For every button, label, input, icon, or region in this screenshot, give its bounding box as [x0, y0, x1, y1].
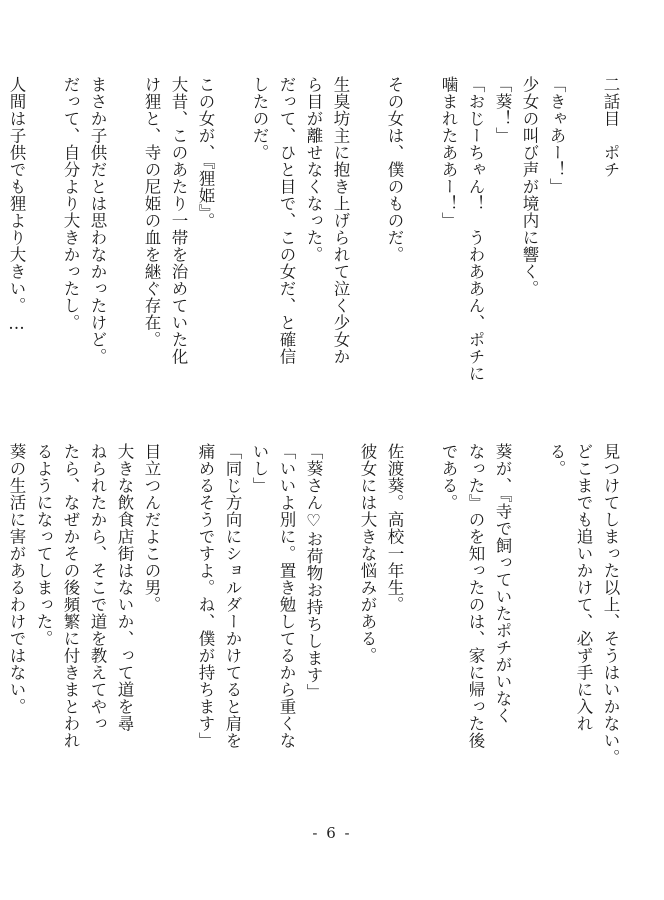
text-line: る。	[547, 443, 566, 477]
text-line: 生臭坊主に抱き上げられて泣く少女か	[331, 76, 350, 365]
text-line: ら目が離せなくなった。	[304, 76, 323, 263]
text-block-lower	[7, 443, 624, 793]
text-line: 葵が、『寺で飼っていたポチがいなく	[493, 443, 512, 724]
text-line: 二話目 ポチ	[601, 76, 620, 178]
text-line: この女が、『狸姫』。	[196, 76, 215, 230]
text-line: 葵の生活に害があるわけではない。	[7, 443, 26, 715]
text-line: したのだ。	[250, 76, 269, 161]
text-line	[30, 76, 57, 416]
text-line: 「きゃあー！」	[547, 76, 566, 195]
text-line	[219, 76, 246, 416]
text-line: 大きな飲食店街はないか、って道を尋	[115, 443, 134, 732]
text-line	[111, 76, 138, 416]
text-line: るようになってしまった。	[34, 443, 53, 647]
text-line: 「おじーちゃん！ うわああん、ポチに	[466, 76, 485, 382]
page-number: - 6 -	[312, 824, 352, 842]
text-line: 佐渡葵。高校一年生。	[385, 443, 404, 613]
text-line: だって、ひと目で、この女だ、と確信	[277, 76, 296, 365]
text-line: 目立つんだよこの男。	[142, 443, 161, 613]
text-line: 「いいよ別に。置き勉してるから重くな	[277, 443, 296, 749]
text-line: ねられたから、そこで道を教えてやっ	[88, 443, 107, 732]
text-line	[570, 76, 597, 416]
text-line: 人間は子供でも狸より大きい。…	[7, 76, 26, 334]
text-line	[408, 443, 435, 793]
text-line: いし」	[250, 443, 269, 494]
text-line: 「葵！」	[493, 76, 512, 144]
text-line: どこまでも追いかけて、必ず手に入れ	[574, 443, 593, 732]
text-line: 痛めるそうですよ。ね、僕が持ちます」	[196, 443, 215, 749]
text-line: まさか子供だとは思わなかったけど。	[88, 76, 107, 365]
text-line	[408, 76, 435, 416]
text-line: たら、なぜかその後頻繁に付きまとわれ	[61, 443, 80, 749]
text-line	[327, 443, 354, 793]
text-line	[354, 76, 381, 416]
text-line: け狸と、寺の尼姫の血を継ぐ存在。	[142, 76, 161, 348]
text-line: 噛まれたああー！」	[439, 76, 458, 229]
text-line: 少女の叫び声が境内に響く。	[520, 76, 539, 297]
text-line: だって、自分より大きかったし。	[61, 76, 80, 331]
text-line: 「葵さん♡お荷物お持ちします」	[304, 443, 323, 701]
text-line	[516, 443, 543, 793]
text-line: 彼女には大きな悩みがある。	[358, 443, 377, 664]
text-line: 「同じ方向にショルダーかけてると肩を	[223, 443, 242, 749]
text-line	[0, 443, 3, 793]
text-line: なった』のを知ったのは、家に帰った後	[466, 443, 485, 749]
text-block-upper	[7, 76, 624, 416]
text-line: 大昔、このあたり一帯を治めていた化	[169, 76, 188, 365]
text-line: 見つけてしまった以上、そうはいかない。	[601, 443, 620, 766]
text-line: その女は、僕のものだ。	[385, 76, 404, 263]
text-line: である。	[439, 443, 458, 511]
text-line	[165, 443, 192, 793]
